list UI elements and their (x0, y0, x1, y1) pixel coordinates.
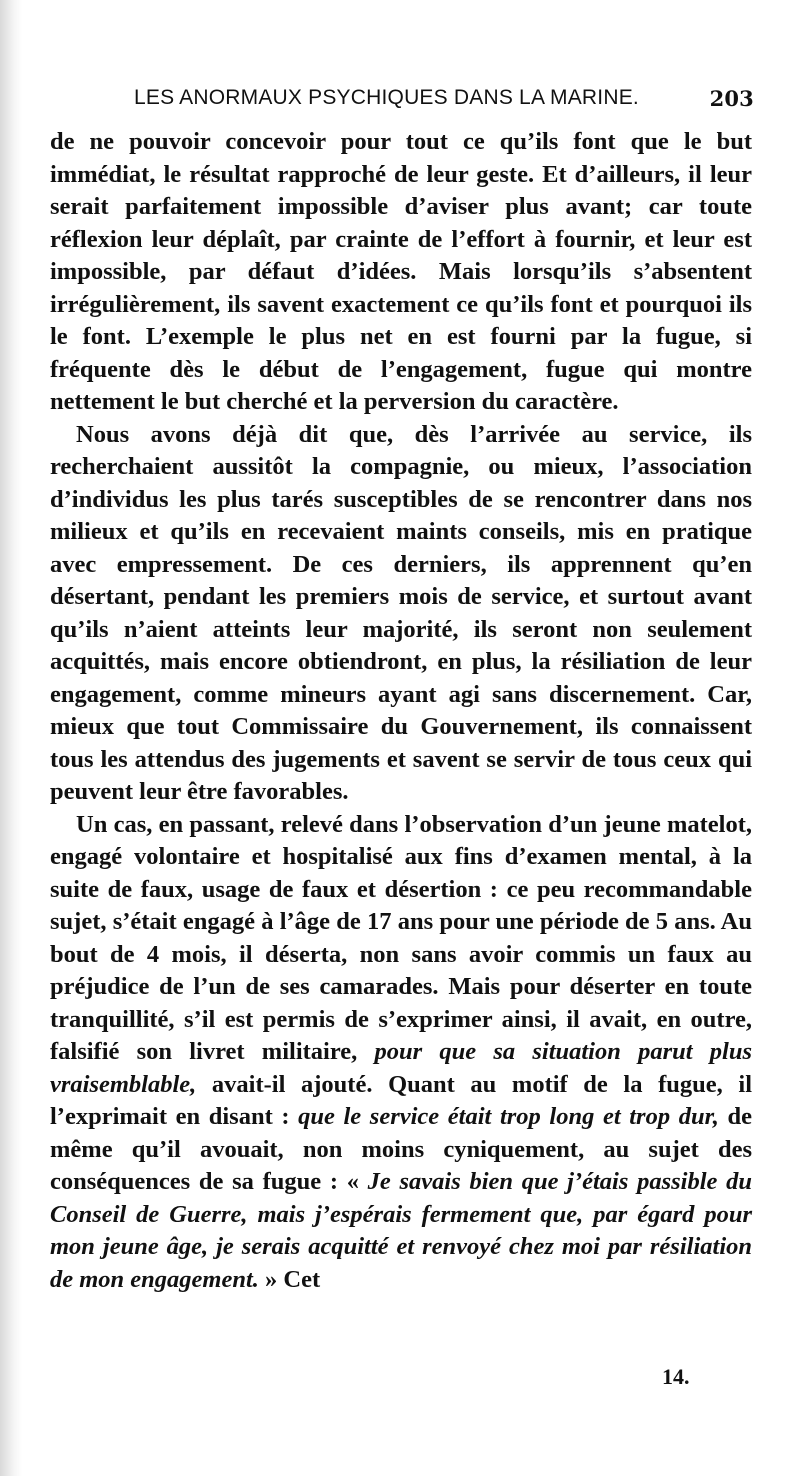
running-header (118, 84, 758, 114)
paragraph-3 (50, 809, 752, 1297)
paragraph-3-text-b: avait-il ajouté. Quant au motif de la fugue, il l’exprimait en disant : (50, 1070, 752, 1130)
signature-mark: 14. (662, 1364, 690, 1389)
paragraph-3-text-a: Un cas, en passant, relevé dans l’observation d’un jeune matelot, engagé volontaire et hospitalisé aux fins d’examen mental, à la suite de faux, usage de faux et désertion : ce peu recommandable sujet, s’était engagé à l’âge de 17 ans pour une période de 5 ans. Au bout de 4 mois, il déserta, non sans avoir commis un faux au préjudice de l’un de ses camarades. Mais pour déserter en toute tranquillité, s’il est permis de s’exprimer ainsi, il avait, en outre, falsifié son livret militaire, (50, 810, 752, 1065)
paragraph-3-italic-2: que le service était trop long et trop dur, (298, 1103, 719, 1130)
paragraph-3-text-d: » Cet (258, 1265, 321, 1293)
running-title: LES ANORMAUX PSYCHIQUES DANS LA MARINE. (134, 86, 639, 109)
paragraph-3-italic-1: pour que sa situation parut plus vraisemblable, (50, 1038, 752, 1098)
body-text (50, 126, 752, 1296)
paragraph-3-quote: Je savais bien que j’étais passible du Conseil de Guerre, mais j’espérais fermement que, par égard pour mon jeune âge, je serais acquitté et renvoyé chez moi par résiliation de mon engagement. (50, 1168, 752, 1293)
paragraph-1: de ne pouvoir concevoir pour tout ce qu’ils font que le but immédiat, le résultat rapproché de leur geste. Et d’ailleurs, il leur serait parfaitement impossible d’aviser plus avant; car toute réflexion leur déplaît, par crainte de l’effort à fournir, et leur est impossible, par défaut d’idées. Mais lorsqu’ils s’absentent irrégulièrement, ils savent exactement ce qu’ils font et pourquoi ils le font. L’exemple le plus net en est fourni par la fugue, si fréquente dès le début de l’engagement, fugue qui montre nettement le but cherché et la perversion du caractère. (50, 128, 752, 415)
page-number: 203 (709, 86, 754, 111)
paragraph-3-text-c: de même qu’il avouait, non moins cyniquement, au sujet des conséquences de sa fugue : « (50, 1103, 752, 1195)
page-edge-shadow (0, 0, 22, 1476)
paragraph-2: Nous avons déjà dit que, dès l’arrivée au service, ils recherchaient aussitôt la compagnie, ou mieux, l’association d’individus les plus tarés susceptibles de se rencontrer dans nos milieux et qu’ils en recevaient maints conseils, mis en pratique avec empressement. De ces derniers, ils apprennent qu’en désertant, pendant les premiers mois de service, et surtout avant qu’ils n’aient atteints leur majorité, ils seront non seulement acquittés, mais encore obtiendront, en plus, la résiliation de leur engagement, comme mineurs ayant agi sans discernement. Car, mieux que tout Commissaire du Gouvernement, ils connaissent tous les attendus des jugements et savent se servir de tous ceux qui peuvent leur être favorables. (50, 420, 752, 805)
